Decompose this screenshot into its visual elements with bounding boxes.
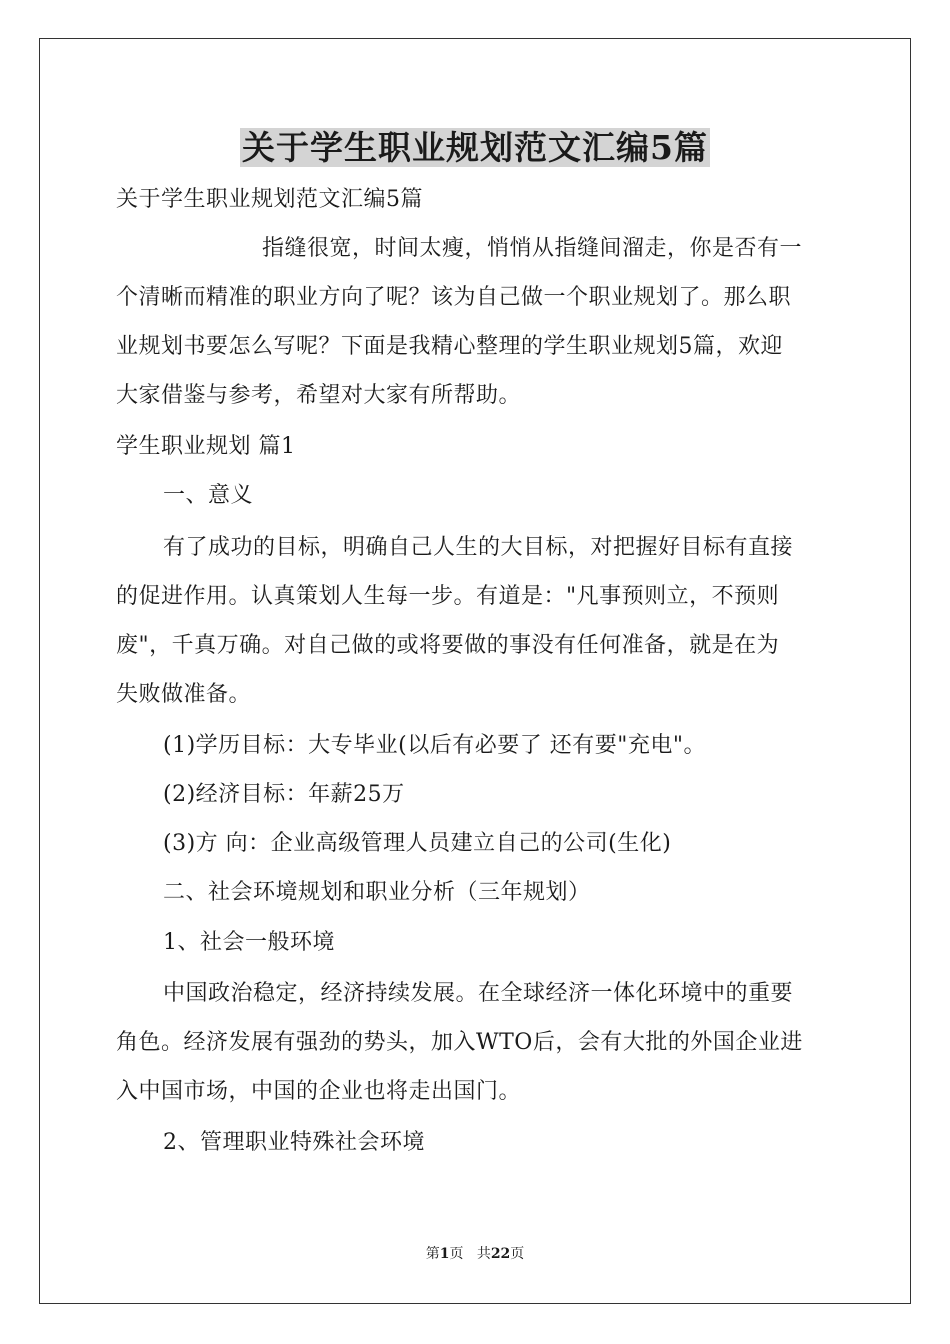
list-item: (3)方 向：企业高级管理人员建立自己的公司(生化) [163,831,672,856]
page-frame [39,38,911,1304]
paragraph-line: 大家借鉴与参考，希望对大家有所帮助。 [116,383,522,408]
paragraph-line: 失败做准备。 [116,682,252,707]
paragraph-line: 个清晰而精准的职业方向了呢？该为自己做一个职业规划了。那么职 [116,285,792,310]
footer-page-number: 1 [439,1246,450,1262]
paragraph-line: 入中国市场，中国的企业也将走出国门。 [116,1079,522,1104]
subsection-heading: 二、社会环境规划和职业分析（三年规划） [163,880,591,905]
paragraph-line: 废"，千真万确。对自己做的或将要做的事没有任何准备，就是在为 [116,633,780,658]
footer-page-label: 页 [449,1246,464,1262]
document-subtitle: 关于学生职业规划范文汇编5篇 [116,187,423,212]
list-item: (1)学历目标：大专毕业(以后有必要了 还有要"充电"。 [163,733,706,758]
footer-total-label: 页 [510,1246,525,1262]
footer-total-prefix: 共 [476,1246,491,1262]
document-title-text: 关于学生职业规划范文汇编5篇 [242,128,708,167]
paragraph-line: 指缝很宽，时间太瘦，悄悄从指缝间溜走，你是否有一 [262,236,803,261]
subsection-heading: 2、管理职业特殊社会环境 [163,1130,425,1155]
paragraph-line: 有了成功的目标，明确自己人生的大目标，对把握好目标有直接 [163,535,794,560]
paragraph-line: 业规划书要怎么写呢？下面是我精心整理的学生职业规划5篇，欢迎 [116,334,783,359]
section-heading: 学生职业规划 篇1 [116,434,296,459]
page-footer [0,1244,950,1264]
paragraph-line: 中国政治稳定，经济持续发展。在全球经济一体化环境中的重要 [163,981,794,1006]
document-title [0,122,950,174]
footer-total-pages: 22 [490,1246,511,1262]
paragraph-line: 的促进作用。认真策划人生每一步。有道是："凡事预则立，不预则 [116,584,780,609]
list-item: (2)经济目标：年薪25万 [163,782,405,807]
footer-page-prefix: 第 [425,1246,440,1262]
subsection-heading: 一、意义 [163,483,254,508]
paragraph-line: 角色。经济发展有强劲的势头，加入WTO后，会有大批的外国企业进 [116,1030,803,1055]
subsection-heading: 1、社会一般环境 [163,930,335,955]
